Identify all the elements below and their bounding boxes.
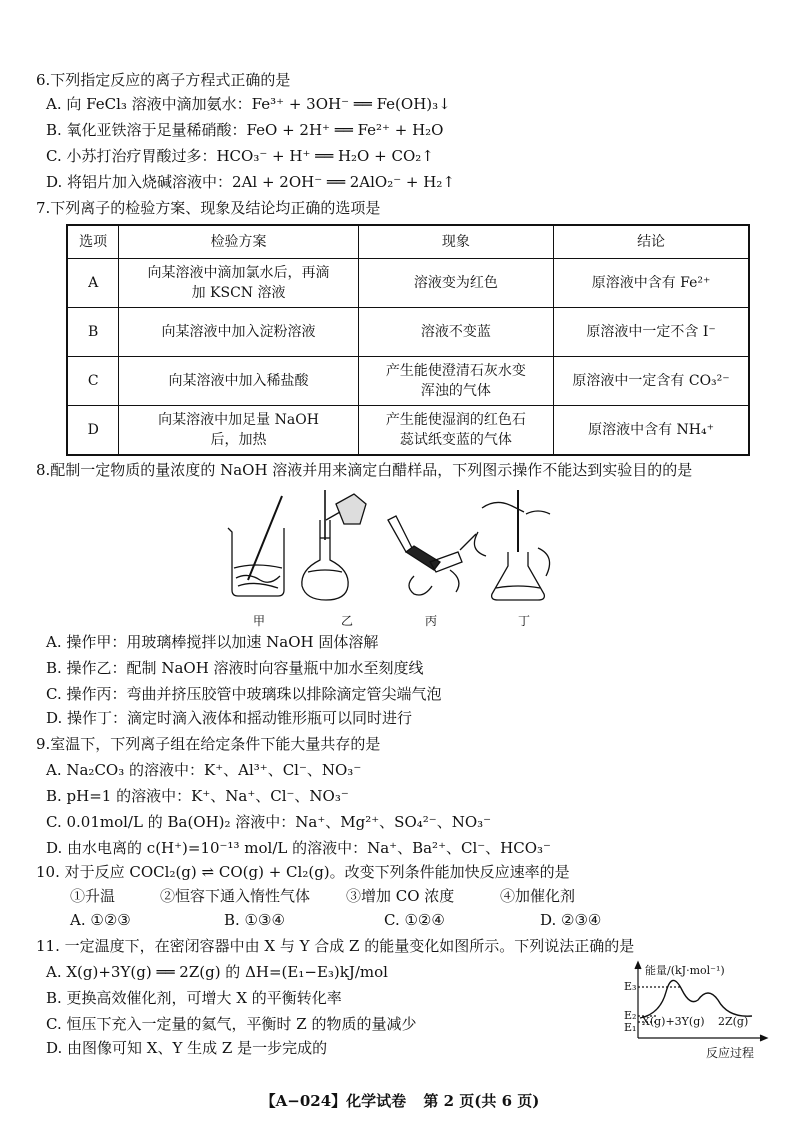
row-option: B: [67, 308, 119, 357]
condition-3: ③增加 CO 浓度: [346, 887, 455, 905]
energy-e3: E₃: [624, 980, 637, 993]
q11-option-a: A. X(g)+3Y(g) ══ 2Z(g) 的 ΔH=(E₁−E₃)kJ/mol: [46, 963, 388, 981]
q10-conditions: [70, 886, 670, 906]
table-header-row: [67, 225, 749, 259]
page-number: 第 2 页(共 6 页): [423, 1092, 540, 1110]
exam-code: 【A−024】化学试卷: [260, 1092, 407, 1110]
figure-label-jia: 甲: [253, 614, 266, 628]
row-conclusion: 原溶液中含有 NH₄⁺: [554, 406, 749, 456]
q6-stem: 6.下列指定反应的离子方程式正确的是: [36, 71, 291, 89]
q8-option-a: A. 操作甲：用玻璃棒搅拌以加速 NaOH 固体溶解: [46, 633, 379, 651]
table-row: [67, 259, 749, 308]
row-conclusion: 原溶液中一定不含 I⁻: [554, 308, 749, 357]
table-row: [67, 357, 749, 406]
row-option: A: [67, 259, 119, 308]
row-scheme: 向某溶液中滴加氯水后，再滴加 KSCN 溶液: [119, 259, 358, 308]
condition-4: ④加催化剂: [500, 887, 576, 905]
q8-option-c: C. 操作丙：弯曲并挤压胶管中玻璃珠以排除滴定管尖端气泡: [46, 685, 442, 703]
q8-apparatus-figure: [220, 490, 560, 610]
figure-label-bing: 丙: [425, 614, 438, 628]
energy-reactants: X(g)+3Y(g): [642, 1015, 705, 1028]
choice-c: C. ①②④: [384, 911, 445, 929]
row-scheme: 向某溶液中加足量 NaOH 后，加热: [119, 406, 358, 456]
row-phenomenon: 产生能使澄清石灰水变浑浊的气体: [358, 357, 553, 406]
row-scheme: 向某溶液中加入稀盐酸: [119, 357, 358, 406]
row-phenomenon: 溶液变为红色: [358, 259, 553, 308]
energy-curve: [640, 980, 752, 1018]
row-phenomenon: 溶液不变蓝: [358, 308, 553, 357]
q9-option-a: A. Na₂CO₃ 的溶液中：K⁺、Al³⁺、Cl⁻、NO₃⁻: [46, 761, 362, 779]
q10-stem: 10. 对于反应 COCl₂(g) ⇌ CO(g) + Cl₂(g)。改变下列条件能加快反应速率的是: [36, 863, 570, 881]
q9-option-d: D. 由水电离的 c(H⁺)=10⁻¹³ mol/L 的溶液中：Na⁺、Ba²⁺、Cl⁻、HCO₃⁻: [46, 839, 551, 857]
q8-stem: 8.配制一定物质的量浓度的 NaOH 溶液并用来滴定白醋样品，下列图示操作不能达到实验目的的是: [36, 461, 693, 479]
choice-d: D. ②③④: [540, 911, 602, 929]
choice-a: A. ①②③: [70, 911, 131, 929]
q9-option-b: B. pH=1 的溶液中：K⁺、Na⁺、Cl⁻、NO₃⁻: [46, 787, 349, 805]
q6-option-d: D. 将铝片加入烧碱溶液中：2Al + 2OH⁻ ══ 2AlO₂⁻ + H₂↑: [46, 173, 455, 191]
condition-1: ①升温: [70, 887, 116, 905]
q11-option-b: B. 更换高效催化剂，可增大 X 的平衡转化率: [46, 989, 342, 1007]
energy-ylabel: 能量/(kJ·mol⁻¹): [645, 964, 725, 977]
header-phenomenon: 现象: [358, 225, 553, 259]
table-row: [67, 308, 749, 357]
q6-option-b: B. 氧化亚铁溶于足量稀硝酸：FeO + 2H⁺ ══ Fe²⁺ + H₂O: [46, 121, 444, 139]
q10-choices: [70, 910, 690, 930]
row-conclusion: 原溶液中含有 Fe²⁺: [554, 259, 749, 308]
q7-stem: 7.下列离子的检验方案、现象及结论均正确的选项是: [36, 199, 381, 217]
q11-option-d: D. 由图像可知 X、Y 生成 Z 是一步完成的: [46, 1039, 328, 1057]
header-conclusion: 结论: [554, 225, 749, 259]
q7-table: [66, 224, 750, 456]
row-option: C: [67, 357, 119, 406]
figure-label-ding: 丁: [518, 614, 531, 628]
q8-option-d: D. 操作丁：滴定时滴入液体和摇动锥形瓶可以同时进行: [46, 709, 413, 727]
page-footer: [0, 1090, 800, 1111]
row-phenomenon: 产生能使湿润的红色石蕊试纸变蓝的气体: [358, 406, 553, 456]
row-scheme: 向某溶液中加入淀粉溶液: [119, 308, 358, 357]
q8-option-b: B. 操作乙：配制 NaOH 溶液时向容量瓶中加水至刻度线: [46, 659, 424, 677]
condition-2: ②恒容下通入惰性气体: [160, 887, 311, 905]
figure-label-yi: 乙: [341, 614, 354, 628]
q6-option-c: C. 小苏打治疗胃酸过多：HCO₃⁻ + H⁺ ══ H₂O + CO₂↑: [46, 147, 434, 165]
energy-e1: E₁: [624, 1021, 637, 1034]
energy-product: 2Z(g): [718, 1015, 749, 1028]
row-conclusion: 原溶液中一定含有 CO₃²⁻: [554, 357, 749, 406]
choice-b: B. ①③④: [224, 911, 285, 929]
beaker-illustration: [228, 496, 284, 596]
q11-stem: 11. 一定温度下，在密闭容器中由 X 与 Y 合成 Z 的能量变化如图所示。下列说法正确的是: [36, 937, 635, 955]
energy-e2: E₂: [624, 1009, 637, 1022]
q6-option-a: A. 向 FeCl₃ 溶液中滴加氨水：Fe³⁺ + 3OH⁻ ══ Fe(OH)₃↓: [46, 95, 451, 113]
titration-illustration: [474, 490, 550, 600]
volumetric-flask-illustration: [302, 490, 366, 600]
q9-stem: 9.室温下，下列离子组在给定条件下能大量共存的是: [36, 735, 381, 753]
q9-option-c: C. 0.01mol/L 的 Ba(OH)₂ 溶液中：Na⁺、Mg²⁺、SO₄²⁻、NO₃⁻: [46, 813, 492, 831]
row-option: D: [67, 406, 119, 456]
header-option: 选项: [67, 225, 119, 259]
burette-tip-illustration: [388, 516, 476, 595]
table-row: [67, 406, 749, 456]
energy-xlabel: 反应过程: [706, 1046, 755, 1060]
q11-option-c: C. 恒压下充入一定量的氦气，平衡时 Z 的物质的量减少: [46, 1015, 417, 1033]
header-scheme: 检验方案: [119, 225, 358, 259]
